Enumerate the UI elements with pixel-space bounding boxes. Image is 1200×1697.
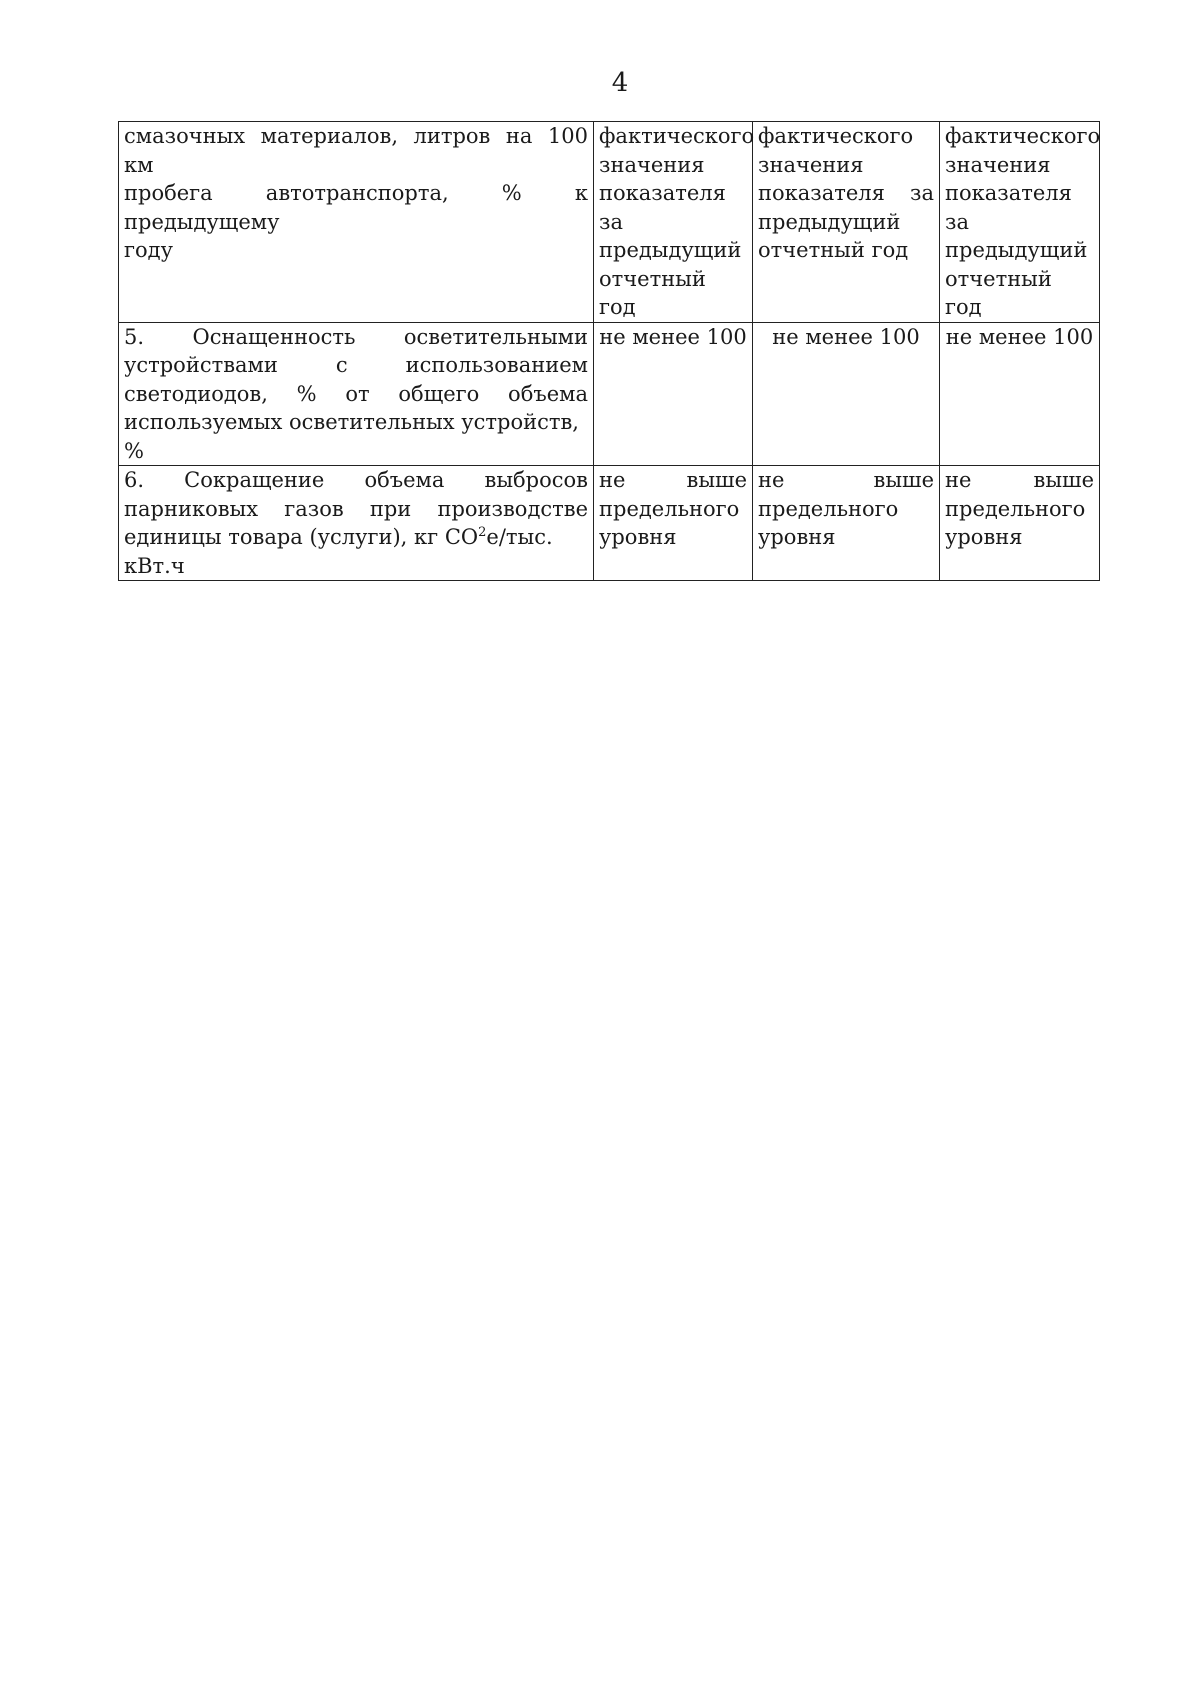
value-line: предельного [758,496,899,521]
value-cell [594,466,753,581]
value-cell [940,122,1100,323]
value-line: предыдущий [945,238,1088,262]
value-cell [940,466,1100,581]
units-superscript: 2 [478,525,487,540]
value-line: предыдущий [758,209,901,234]
indicator-line: устройствами с использованием [124,353,588,377]
value-line: предыдущий [599,238,742,262]
value-line: отчетный год [945,266,1052,319]
indicator-cell [119,466,594,581]
value-line: не выше [945,468,1094,492]
value-line: не выше [599,468,747,492]
indicator-line: смазочных материалов, литров на 100 км [124,124,588,177]
value-line: значения [599,152,705,177]
value-line: фактического [945,124,1101,148]
indicator-line: пробега автотранспорта, % к предыдущему [124,181,588,234]
value-line: показателя за [758,181,934,205]
indicator-line: парниковых газов при производстве [124,496,588,521]
value-cell [753,466,940,581]
units-text-tail: е/тыс. кВт.ч [124,525,553,578]
value-line: показателя за [945,181,1072,234]
indicator-line: используемых осветительных устройств, % [124,410,579,463]
page-number: 4 [611,68,629,98]
value-cell [594,322,753,466]
value-cell [940,322,1100,466]
value-line: значения [758,152,864,177]
value-line: значения [945,152,1051,177]
value-cell [753,322,940,466]
value-cell [594,122,753,323]
value-line: отчетный год [599,266,706,319]
value-line: уровня [599,525,677,549]
indicator-cell [119,322,594,466]
indicator-line: 5. Оснащенность осветительными [124,324,588,349]
value-cell [753,122,940,323]
value-line: уровня [945,525,1023,549]
table-row [119,122,1100,323]
indicator-line: светодиодов, % от общего объема [124,381,588,406]
value-line: фактического [758,124,914,148]
indicators-table [118,121,1100,581]
value-line: уровня [758,525,836,549]
value-line: показателя за [599,181,726,234]
units-text: единицы товара (услуги), кг CO [124,525,479,549]
table-row [119,466,1100,581]
indicator-line: 6. Сокращение объема выбросов [124,468,588,492]
table-row [119,322,1100,466]
value-line: не менее 100 [599,324,747,349]
value-line: предельного [945,496,1086,521]
value-line: не менее 100 [772,324,920,349]
indicator-line: году [124,238,173,262]
value-line: отчетный год [758,238,909,262]
value-line: не менее 100 [945,324,1094,349]
value-line: не выше [758,468,934,492]
value-line: предельного [599,496,740,521]
indicator-cell [119,122,594,323]
indicator-line-units [124,523,588,580]
value-line: фактического [599,124,755,148]
